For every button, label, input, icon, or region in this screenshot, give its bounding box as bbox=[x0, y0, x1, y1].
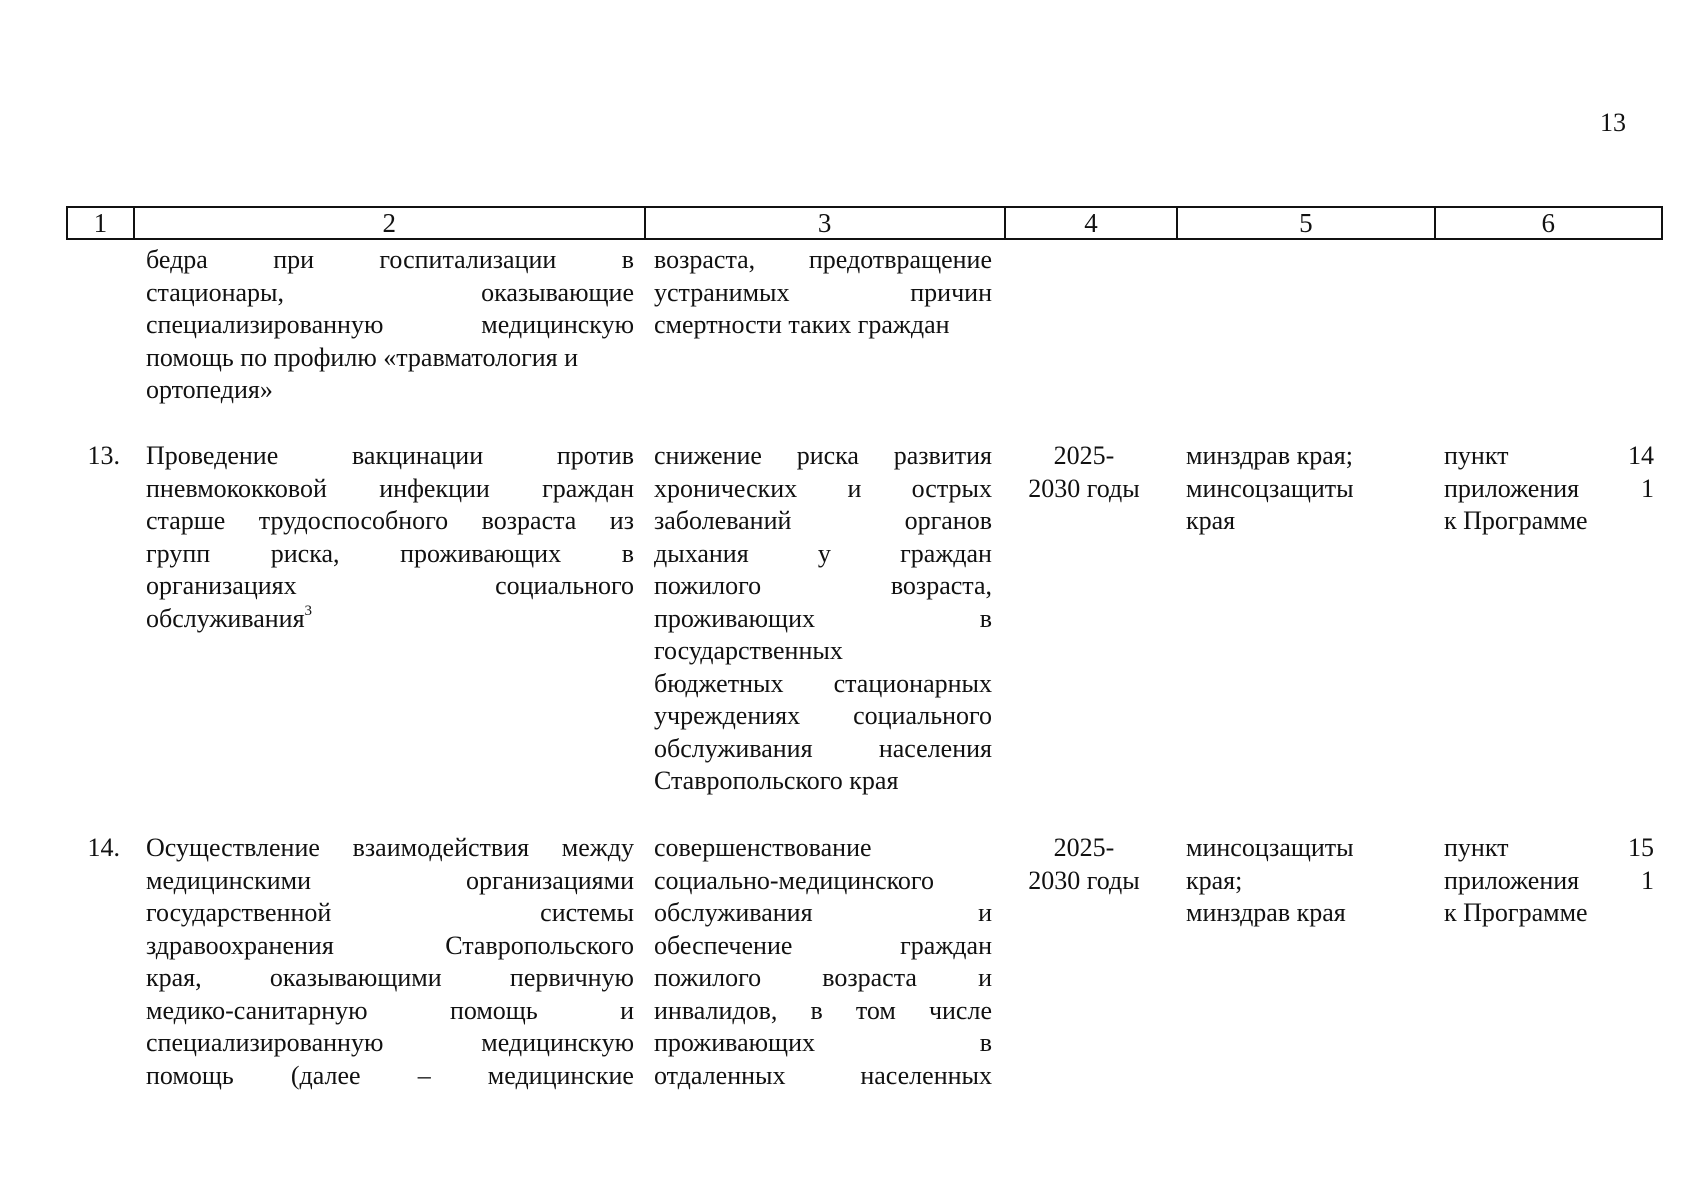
text-line: стационары, оказывающие bbox=[146, 277, 634, 307]
row-13-goal-cell bbox=[654, 440, 992, 798]
text-line: здравоохранения Ставропольского bbox=[146, 930, 634, 960]
text-line: обслуживания населения bbox=[654, 733, 992, 763]
column-header-1: 1 bbox=[68, 208, 135, 238]
text-line: специализированную медицинскую bbox=[146, 1028, 634, 1057]
row-14-indicator-ref: 15 1 bbox=[1628, 833, 1654, 895]
text-line: обеспечение граждан bbox=[654, 930, 992, 960]
text-line: смертности таких граждан bbox=[654, 310, 950, 339]
text-line: обслуживания$^3$ bbox=[146, 602, 313, 633]
text-line: инвалидов, в том числе bbox=[654, 995, 992, 1025]
text-line: помощь (далее – медицинские bbox=[146, 1060, 634, 1090]
column-header-4: 4 bbox=[1006, 208, 1179, 238]
row-13-measure-cell bbox=[146, 440, 634, 635]
column-header-6: 6 bbox=[1541, 208, 1556, 238]
text-line: Осуществление взаимодействия между bbox=[146, 833, 634, 862]
row-14-responsible-cell: минсоцзащиты края; минздрав края bbox=[1186, 833, 1354, 927]
continuation-goal-cell bbox=[654, 244, 992, 342]
row-14-goal-cell bbox=[654, 832, 992, 1092]
text-line: Ставропольского края bbox=[654, 766, 899, 795]
text-line: отдаленных населенных bbox=[654, 1060, 992, 1090]
text-line: бюджетных стационарных bbox=[654, 668, 992, 698]
text-line: государственных bbox=[654, 636, 843, 665]
text-line: социально-медицинского bbox=[654, 865, 934, 895]
page-number: 13 bbox=[1600, 108, 1626, 137]
text-line: специализированную медицинскую bbox=[146, 310, 634, 339]
text-line: дыхания у граждан bbox=[654, 538, 992, 568]
footnote-mark: 3 bbox=[304, 602, 313, 619]
text-line: обслуживания и bbox=[654, 898, 992, 927]
text-line: пожилого возраста, bbox=[654, 571, 992, 600]
text-line: помощь по профилю «травматология и bbox=[146, 342, 579, 372]
text-line: проживающих в bbox=[654, 1028, 992, 1057]
text-line: снижение риска развития bbox=[654, 441, 992, 470]
text-line: хронических и острых bbox=[654, 473, 992, 503]
column-header-5: 5 bbox=[1178, 208, 1435, 238]
row-14-measure-cell bbox=[146, 832, 634, 1092]
text-line: медицинскими организациями bbox=[146, 865, 634, 895]
text-line: государственной системы bbox=[146, 898, 634, 927]
row-number: 13. bbox=[87, 441, 120, 470]
text-line: бедра при госпитализации в bbox=[146, 245, 634, 274]
text-line: учреждениях социального bbox=[654, 701, 992, 730]
text-line: совершенствование bbox=[654, 833, 872, 862]
text-line: пневмококковой инфекции граждан bbox=[146, 473, 634, 503]
row-13-indicator-ref: 14 1 bbox=[1628, 441, 1654, 503]
column-header-2: 2 bbox=[135, 208, 646, 238]
table-header-row bbox=[66, 206, 1663, 240]
column-header-3: 3 bbox=[646, 208, 1006, 238]
text-line: проживающих в bbox=[654, 603, 992, 633]
row-14-indicator-cell: пункт приложения к Программе bbox=[1444, 833, 1588, 927]
text-line: старше трудоспособного возраста из bbox=[146, 506, 634, 535]
text-line: Проведение вакцинации против bbox=[146, 441, 634, 470]
text-line: заболеваний органов bbox=[654, 506, 992, 535]
row-14-period-cell: 2025- 2030 годы bbox=[1028, 833, 1140, 895]
text-line: края, оказывающими первичную bbox=[146, 963, 634, 992]
text-line: организациях социального bbox=[146, 571, 634, 600]
text-line: возраста, предотвращение bbox=[654, 245, 992, 274]
text-line: медико-санитарную помощь и bbox=[146, 995, 634, 1025]
row-13-period-cell: 2025- 2030 годы bbox=[1028, 441, 1140, 503]
text-line: пожилого возраста и bbox=[654, 963, 992, 992]
text-line: устранимых причин bbox=[654, 277, 992, 307]
text-line: групп риска, проживающих в bbox=[146, 538, 634, 568]
row-number: 14. bbox=[87, 833, 120, 862]
row-13-indicator-cell: пункт приложения к Программе bbox=[1444, 441, 1588, 535]
continuation-measure-cell bbox=[146, 244, 634, 407]
row-13-responsible-cell: минздрав края; минсоцзащиты края bbox=[1186, 441, 1354, 535]
text-line: ортопедия» bbox=[146, 375, 273, 404]
